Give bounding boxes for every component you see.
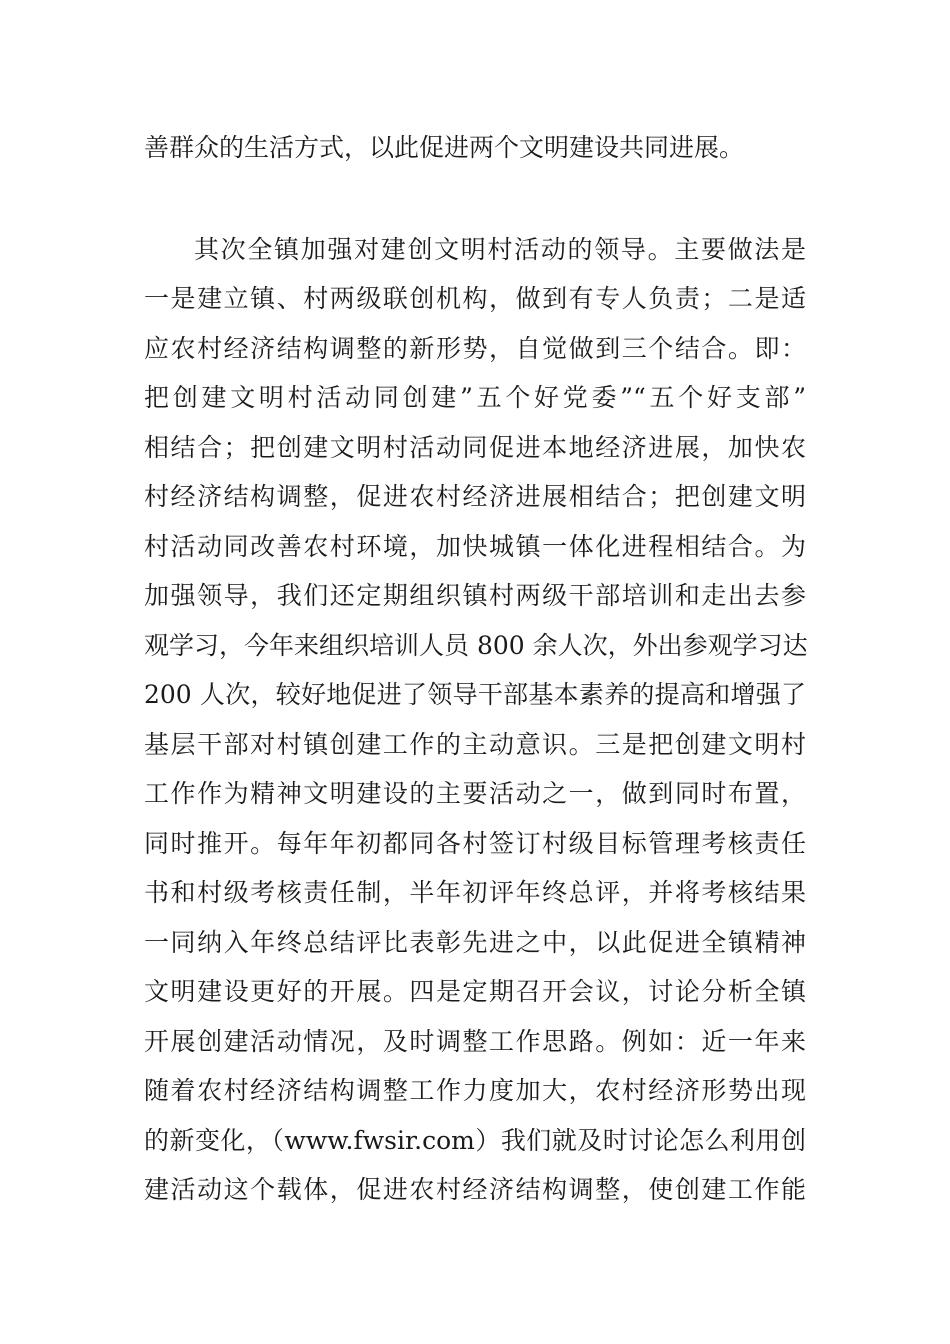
paragraph-line: 文明建设更好的开展。四是定期召开会议，讨论分析全镇 [144,977,806,1006]
paragraph-line: 其次全镇加强对建创文明村活动的领导。主要做法是 [194,235,806,264]
paragraph-line: 一是建立镇、村两级联创机构，做到有专人负责；二是适 [144,284,806,313]
paragraph-line: 善群众的生活方式，以此促进两个文明建设共同进展。 [144,133,745,162]
paragraph-line: 建活动这个载体，促进农村经济结构调整，使创建工作能 [144,1175,806,1204]
paragraph-line: 村活动同改善农村环境，加快城镇一体化进程相结合。为 [144,532,806,561]
paragraph-line: 200 人次，较好地促进了领导干部基本素养的提高和增强了 [144,680,806,709]
paragraph-line: 的新变化，（www.fwsir.com）我们就及时讨论怎么利用创 [144,1126,806,1155]
paragraph-line: 工作作为精神文明建设的主要活动之一，做到同时布置， [144,779,806,808]
paragraph-line: 一同纳入年终总结评比表彰先进之中，以此促进全镇精神 [144,928,806,957]
paragraph-line: 加强领导，我们还定期组织镇村两级干部培训和走出去参 [144,581,806,610]
paragraph-line: 把创建文明村活动同创建”五个好党委”“五个好支部” [144,383,806,412]
paragraph-line: 基层干部对村镇创建工作的主动意识。三是把创建文明村 [144,730,806,759]
paragraph-line: 观学习，今年来组织培训人员 800 余人次，外出参观学习达 [144,631,808,660]
paragraph-line: 村经济结构调整，促进农村经济进展相结合；把创建文明 [144,482,806,511]
paragraph-line: 书和村级考核责任制，半年初评年终总评，并将考核结果 [144,878,806,907]
paragraph-line: 同时推开。每年年初都同各村签订村级目标管理考核责任 [144,829,806,858]
paragraph-line: 开展创建活动情况，及时调整工作思路。例如：近一年来 [144,1027,806,1056]
paragraph-line: 应农村经济结构调整的新形势，自觉做到三个结合。即： [144,334,806,363]
paragraph-line: 随着农村经济结构调整工作力度加大，农村经济形势出现 [144,1076,806,1105]
paragraph-line: 相结合；把创建文明村活动同促进本地经济进展，加快农 [144,433,806,462]
